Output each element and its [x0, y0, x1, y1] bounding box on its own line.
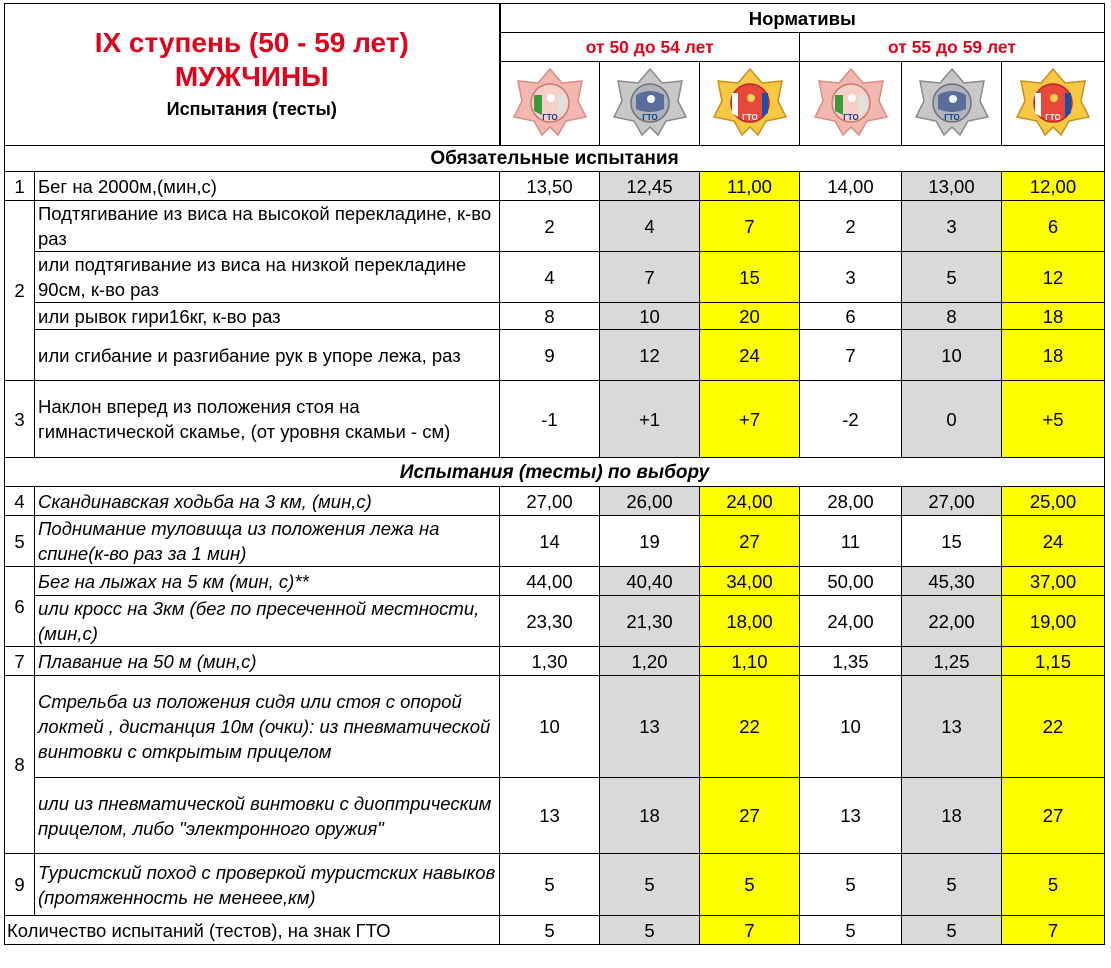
value-gold: +5: [1002, 381, 1105, 458]
test-number: 7: [5, 647, 35, 676]
value-bronze: 5: [800, 854, 902, 916]
silver-badge-icon: [912, 65, 992, 137]
value-bronze: 10: [800, 676, 902, 778]
table-row: [5, 252, 1105, 303]
gto-standards-table: [4, 3, 1105, 945]
value-silver: 5: [902, 854, 1002, 916]
value-gold: 24,00: [700, 487, 800, 516]
value-gold: 27: [700, 516, 800, 567]
section-row-mandatory: [5, 146, 1105, 172]
value-silver: 5: [600, 854, 700, 916]
test-label: Поднимание туловища из положения лежа на спине(к-во раз за 1 мин): [35, 516, 500, 567]
value-silver: 8: [902, 303, 1002, 330]
value-bronze: 13: [500, 778, 600, 854]
value-bronze: 28,00: [800, 487, 902, 516]
value-silver: 12,45: [600, 172, 700, 201]
value-gold: 22: [1002, 676, 1105, 778]
test-label: Плавание на 50 м (мин,с): [35, 647, 500, 676]
section-row-optional: [5, 458, 1105, 487]
value-bronze: 23,30: [500, 596, 600, 647]
tests-caption: Испытания (тесты): [166, 98, 337, 119]
value-gold: 5: [700, 854, 800, 916]
value-bronze: 5: [500, 854, 600, 916]
value-gold: 12,00: [1002, 172, 1105, 201]
value-silver: 3: [902, 201, 1002, 252]
footer-row: [5, 916, 1105, 945]
value-silver: 18: [600, 778, 700, 854]
value-gold: 1,10: [700, 647, 800, 676]
value-gold: 25,00: [1002, 487, 1105, 516]
test-label: Стрельба из положения сидя или стоя с опорой локтей , дистанция 10м (очки): из пневматической винтовки с открытым прицелом: [35, 676, 500, 778]
table-row: [5, 201, 1105, 252]
value-bronze: 9: [500, 330, 600, 381]
value-gold: 18: [1002, 303, 1105, 330]
table-row: [5, 516, 1105, 567]
test-number: 5: [5, 516, 35, 567]
footer-value-silver: 5: [600, 916, 700, 945]
footer-value-silver: 5: [902, 916, 1002, 945]
footer-value-bronze: 5: [500, 916, 600, 945]
svg-text:ГТО: ГТО: [943, 112, 960, 122]
value-bronze: 24,00: [800, 596, 902, 647]
table-row: [5, 381, 1105, 458]
value-bronze: 14,00: [800, 172, 902, 201]
badge-cell: [600, 62, 700, 146]
value-silver: 0: [902, 381, 1002, 458]
value-silver: 13: [600, 676, 700, 778]
value-bronze: 10: [500, 676, 600, 778]
svg-text:ГТО: ГТО: [1045, 112, 1061, 122]
value-bronze: 1,35: [800, 647, 902, 676]
value-gold: 19,00: [1002, 596, 1105, 647]
value-silver: 13: [902, 676, 1002, 778]
value-gold: 24: [700, 330, 800, 381]
table-row: [5, 487, 1105, 516]
bronze-badge-icon: [510, 65, 590, 137]
value-bronze: 1,30: [500, 647, 600, 676]
table-row: [5, 567, 1105, 596]
value-bronze: 3: [800, 252, 902, 303]
value-silver: 27,00: [902, 487, 1002, 516]
value-silver: 4: [600, 201, 700, 252]
value-bronze: 44,00: [500, 567, 600, 596]
badge-cell: [1002, 62, 1105, 146]
value-silver: 5: [902, 252, 1002, 303]
value-gold: 1,15: [1002, 647, 1105, 676]
table-row: [5, 330, 1105, 381]
gold-badge-icon: [710, 65, 790, 137]
stage-title: IX ступень (50 - 59 лет): [94, 26, 409, 58]
value-bronze: 13,50: [500, 172, 600, 201]
footer-value-bronze: 5: [800, 916, 902, 945]
table-row: [5, 647, 1105, 676]
header-row-norms: [5, 4, 1105, 33]
age-group-55-59: от 55 до 59 лет: [800, 33, 1105, 62]
value-gold: 20: [700, 303, 800, 330]
footer-value-gold: 7: [1002, 916, 1105, 945]
table-row: [5, 854, 1105, 916]
table-row: [5, 303, 1105, 330]
value-gold: 34,00: [700, 567, 800, 596]
value-bronze: 50,00: [800, 567, 902, 596]
svg-text:ГТО: ГТО: [542, 112, 558, 122]
value-bronze: 4: [500, 252, 600, 303]
norms-header: Нормативы: [500, 4, 1105, 33]
gender-title: МУЖЧИНЫ: [174, 60, 329, 92]
test-label: или рывок гири16кг, к-во раз: [35, 303, 500, 330]
value-bronze: -2: [800, 381, 902, 458]
value-bronze: 27,00: [500, 487, 600, 516]
value-bronze: 13: [800, 778, 902, 854]
value-gold: 11,00: [700, 172, 800, 201]
test-label: Бег на 2000м,(мин,с): [35, 172, 500, 201]
value-gold: 15: [700, 252, 800, 303]
badge-cell: [700, 62, 800, 146]
value-silver: 13,00: [902, 172, 1002, 201]
test-number: 9: [5, 854, 35, 916]
value-silver: 40,40: [600, 567, 700, 596]
value-silver: 7: [600, 252, 700, 303]
value-bronze: 14: [500, 516, 600, 567]
svg-text:ГТО: ГТО: [842, 112, 859, 122]
badge-cell: [500, 62, 600, 146]
value-silver: 45,30: [902, 567, 1002, 596]
value-bronze: 2: [800, 201, 902, 252]
test-number: 2: [5, 201, 35, 381]
value-bronze: 6: [800, 303, 902, 330]
test-number: 6: [5, 567, 35, 647]
value-silver: 26,00: [600, 487, 700, 516]
table-row: [5, 172, 1105, 201]
value-silver: 15: [902, 516, 1002, 567]
value-bronze: 8: [500, 303, 600, 330]
value-gold: 7: [700, 201, 800, 252]
section-title-optional: Испытания (тесты) по выбору: [5, 458, 1105, 487]
value-silver: 12: [600, 330, 700, 381]
title-block: [5, 4, 500, 146]
value-silver: 1,25: [902, 647, 1002, 676]
value-gold: 5: [1002, 854, 1105, 916]
value-gold: +7: [700, 381, 800, 458]
value-bronze: 11: [800, 516, 902, 567]
test-label: или из пневматической винтовки с диоптрическим прицелом, либо "электронного оружия": [35, 778, 500, 854]
value-gold: 37,00: [1002, 567, 1105, 596]
table-row: [5, 676, 1105, 778]
gold-badge-icon: [1013, 65, 1093, 137]
test-number: 4: [5, 487, 35, 516]
section-title-mandatory: Обязательные испытания: [5, 146, 1105, 172]
test-label: или подтягивание из виса на низкой перекладине 90см, к-во раз: [35, 252, 500, 303]
value-gold: 18,00: [700, 596, 800, 647]
value-bronze: 7: [800, 330, 902, 381]
value-silver: +1: [600, 381, 700, 458]
svg-text:ГТО: ГТО: [641, 112, 658, 122]
badge-cell: [902, 62, 1002, 146]
test-label: Подтягивание из виса на высокой перекладине, к-во раз: [35, 201, 500, 252]
footer-label: Количество испытаний (тестов), на знак ГТО: [5, 916, 500, 945]
value-bronze: 2: [500, 201, 600, 252]
test-number: 8: [5, 676, 35, 854]
test-label: Наклон вперед из положения стоя на гимнастической скамье, (от уровня скамьи - см): [35, 381, 500, 458]
value-gold: 27: [1002, 778, 1105, 854]
test-label: Туристский поход с проверкой туристских навыков (протяженность не менеее,км): [35, 854, 500, 916]
value-silver: 10: [600, 303, 700, 330]
footer-value-gold: 7: [700, 916, 800, 945]
value-gold: 22: [700, 676, 800, 778]
value-silver: 22,00: [902, 596, 1002, 647]
value-gold: 6: [1002, 201, 1105, 252]
badge-cell: [800, 62, 902, 146]
table-row: [5, 778, 1105, 854]
value-gold: 12: [1002, 252, 1105, 303]
value-gold: 27: [700, 778, 800, 854]
value-gold: 24: [1002, 516, 1105, 567]
value-silver: 18: [902, 778, 1002, 854]
test-label: или сгибание и разгибание рук в упоре лежа, раз: [35, 330, 500, 381]
test-number: 1: [5, 172, 35, 201]
value-silver: 10: [902, 330, 1002, 381]
test-label: Скандинавская ходьба на 3 км, (мин,с): [35, 487, 500, 516]
value-bronze: -1: [500, 381, 600, 458]
value-silver: 21,30: [600, 596, 700, 647]
value-silver: 1,20: [600, 647, 700, 676]
test-label: или кросс на 3км (бег по пресеченной местности, (мин,с): [35, 596, 500, 647]
svg-text:ГТО: ГТО: [741, 112, 758, 122]
age-group-50-54: от 50 до 54 лет: [500, 33, 800, 62]
value-gold: 18: [1002, 330, 1105, 381]
silver-badge-icon: [610, 65, 690, 137]
table-row: [5, 596, 1105, 647]
test-number: 3: [5, 381, 35, 458]
value-silver: 19: [600, 516, 700, 567]
test-label: Бег на лыжах на 5 км (мин, с)**: [35, 567, 500, 596]
bronze-badge-icon: [811, 65, 891, 137]
